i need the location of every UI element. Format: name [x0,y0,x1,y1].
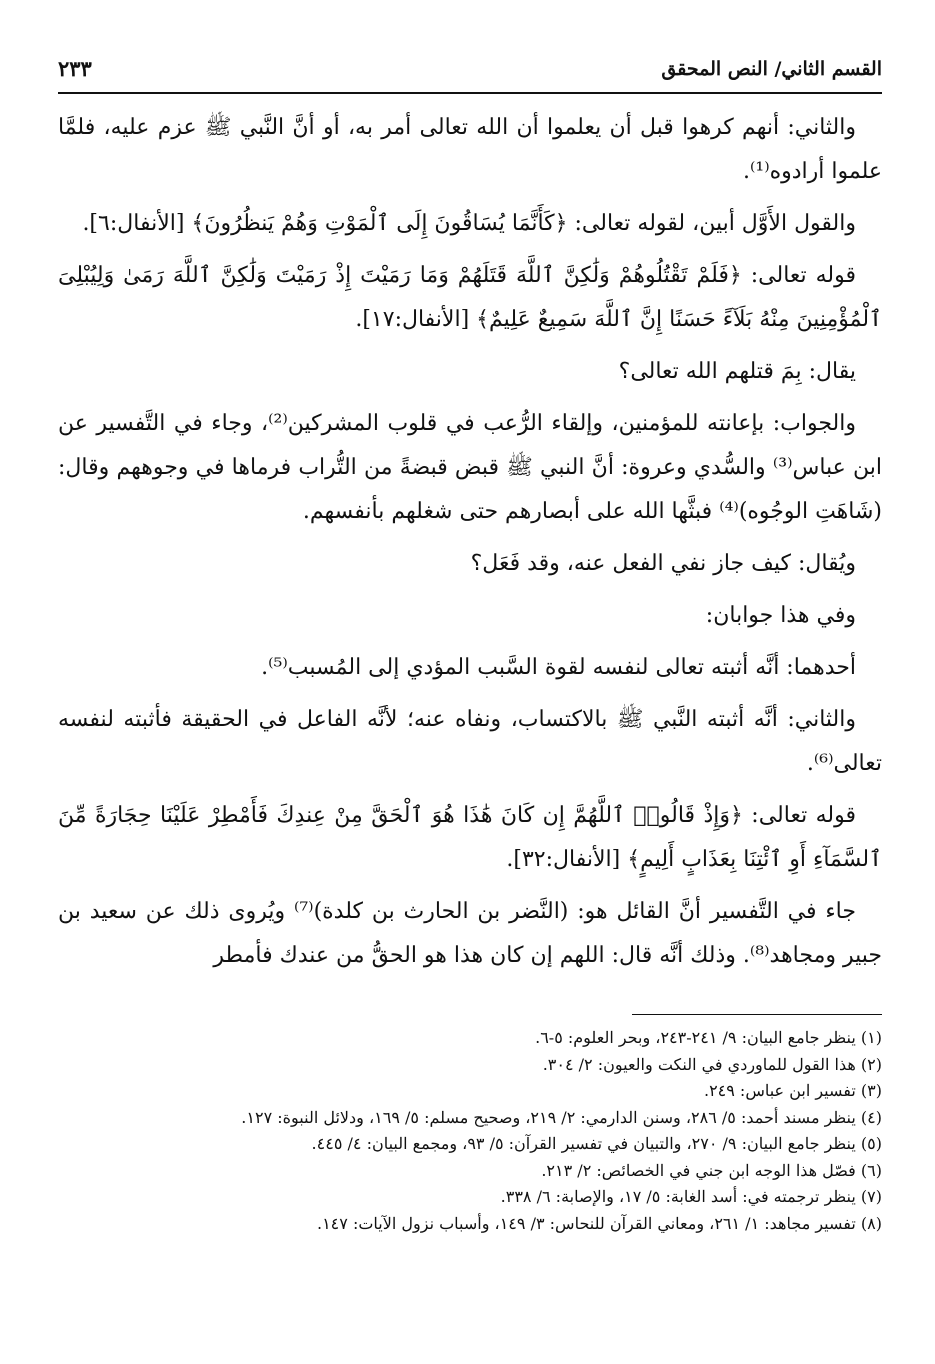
paragraph: يقال: بِمَ قتلهم الله تعالى؟ [618,359,856,384]
paragraph: والثاني: أنهم كرهوا قبل أن يعلموا أن الله تعالى أمر به، أو أنَّ النَّبي ﷺ عزم عليه، فلمَّا علموا أرادوه⁽¹⁾. [58,115,882,184]
paragraph: ويُقال: كيف جاز نفي الفعل عنه، وقد فَعَل؟ [470,551,856,576]
page-number: ٢٣٣ [58,56,92,81]
book-page [58,52,882,1332]
paragraph: جاء في التَّفسير أنَّ القائل هو: (النَّضر بن الحارث بن كلدة)⁽⁷⁾ ويُروى ذلك عن سعيد بن جبير ومجاهد⁽⁸⁾. وذلك أنَّه قال: اللهم إن كان هذا هو الحقُّ من عندك فأمطر [58,899,882,968]
paragraph: والثاني: أنَّه أثبته النَّبي ﷺ بالاكتساب، ونفاه عنه؛ لأنَّه الفاعل في الحقيقة فأثبته لنفسه تعالى⁽⁶⁾. [58,707,882,776]
footnote: (٥) ينظر جامع البيان: ٩/ ٢٧٠، والتبيان في تفسير القرآن: ٥/ ٩٣، ومجمع البيان: ٤/ ٤٤٥. [311,1134,882,1153]
footnote: (٨) تفسير مجاهد: ١/ ٢٦١، ومعاني القرآن للنحاس: ٣/ ١٤٩، وأسباب نزول الآيات: ١٤٧. [316,1213,882,1233]
footnote: (٦) فصّل هذا الوجه ابن جني في الخصائص: ٢/ ٢١٣. [541,1160,882,1180]
paragraph: والجواب: بإعانته للمؤمنين، وإلقاء الرُّعب في قلوب المشركين⁽²⁾، وجاء في التَّفسير عن ابن عباس⁽³⁾ والسُّدي وعروة: أنَّ النبي ﷺ قبض قبضةً من التُّراب فرماها في وجوههم وقال: (شَاهَتِ الوجُوه)⁽⁴⁾ فبثَّها الله على أبصارهم حتى شغلهم بأنفسهم. [58,411,882,524]
footnote-divider [632,1014,882,1015]
main-text [58,106,882,978]
footnote: (٤) ينظر مسند أحمد: ٥/ ٢٨٦، وسنن الدارمي: ٢/ ٢١٩، وصحيح مسلم: ٥/ ١٦٩، ودلائل النبوة: ١٢٧. [241,1107,882,1127]
footnote: (٧) ينظر ترجمته في: أسد الغابة: ٥/ ١٧، والإصابة: ٦/ ٣٣٨. [500,1187,882,1206]
running-header [58,52,882,94]
section-title: القسم الثاني/ النص المحقق [661,58,882,80]
paragraph: والقول الأَوَّل أبين، لقوله تعالى: ﴿كَأَنَّمَا يُسَاقُونَ إِلَى ٱلْمَوْتِ وَهُمْ يَنظُرُونَ﴾ [الأنفال:٦]. [82,211,856,236]
paragraph: وفي هذا جوابان: [705,603,856,628]
footnote: (٢) هذا القول للماوردي في النكت والعيون: ٢/ ٣٠٤. [542,1054,882,1074]
footnotes [58,1025,882,1237]
footnote: (١) ينظر جامع البيان: ٩/ ٢٤١-٢٤٣، وبحر العلوم: ٥-٦. [535,1028,882,1047]
paragraph: قوله تعالى: ﴿وَإِذْ قَالُوا۟ ٱللَّهُمَّ إِن كَانَ هَٰذَا هُوَ ٱلْحَقَّ مِنْ عِندِكَ فَأَمْطِرْ عَلَيْنَا حِجَارَةً مِّنَ ٱلسَّمَآءِ أَوِ ٱئْتِنَا بِعَذَابٍ أَلِيمٍ﴾ [الأنفال:٣٢]. [58,803,882,872]
paragraph: قوله تعالى: ﴿فَلَمْ تَقْتُلُوهُمْ وَلَٰكِنَّ ٱللَّهَ قَتَلَهُمْ وَمَا رَمَيْتَ إِذْ رَمَيْتَ وَلَٰكِنَّ ٱللَّهَ رَمَىٰ وَلِيُبْلِىَ ٱلْمُؤْمِنِينَ مِنْهُ بَلَآءً حَسَنًا إِنَّ ٱللَّهَ سَمِيعٌ عَلِيمٌ﴾ [الأنفال:١٧]. [58,263,882,332]
paragraph: أحدهما: أنَّه أثبته تعالى لنفسه لقوة السَّبب المؤدي إلى المُسبب⁽⁵⁾. [261,655,856,680]
footnote: (٣) تفسير ابن عباس: ٢٤٩. [703,1081,882,1100]
